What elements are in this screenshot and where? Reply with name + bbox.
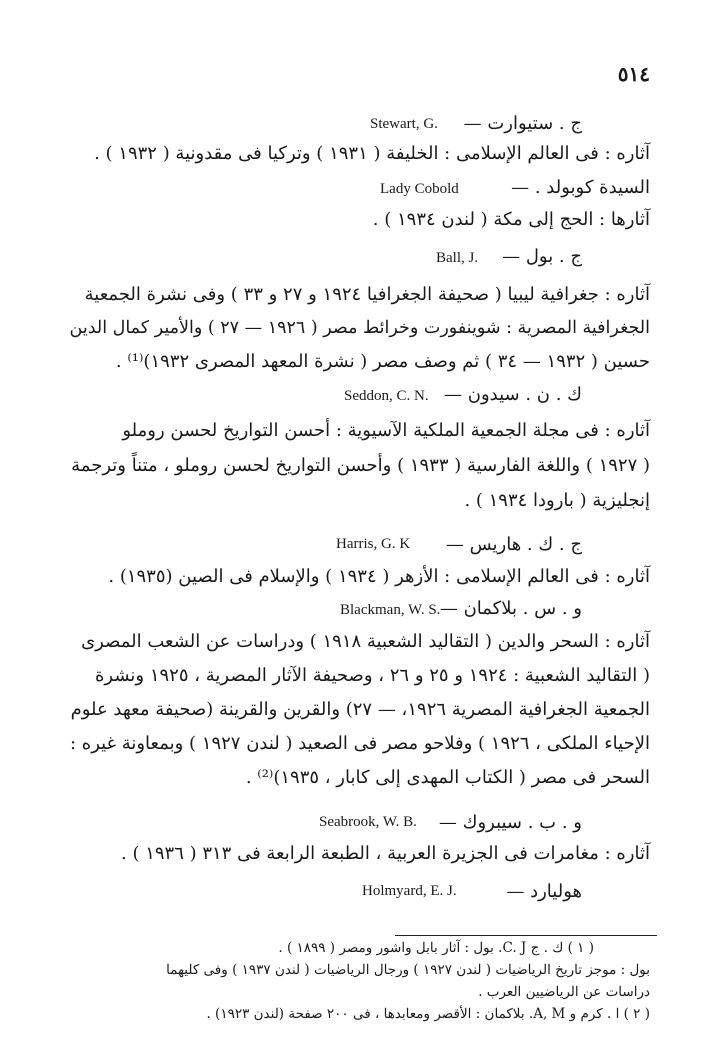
footnote-line: بول : موجز تاريخ الرياضيات ( لندن ١٩٢٧ ) ورجال الرياضيات ( لندن ١٩٣٧ ) وفى كليهما [166, 962, 650, 978]
entry-heading-latin: Seabrook, W. B. [319, 814, 417, 830]
entry-heading-arabic: و . ب . سيبروك — [438, 812, 582, 833]
entry-text-line: الإحياء الملكى ، ١٩٢٦ ) وفلاحو مصر فى الصعيد ( لندن ١٩٢٧ ) وبمعاونة غيره : [69, 733, 650, 754]
entry-text-line: الجمعية الجغرافية المصرية ١٩٢٦، — ٢٧) والقرين والقرينة (صحيفة معهد علوم [70, 699, 650, 720]
entry-text-line: آثاره : فى العالم الإسلامى : الخليفة ( ١٩٣١ ) وتركيا فى مقدونية ( ١٩٣٢ ) . [94, 143, 650, 164]
entry-heading-arabic: ج . ستيوارت — [463, 113, 582, 134]
entry-heading-arabic: هوليارد — [506, 881, 582, 902]
entry-heading-latin: Ball, J. [436, 250, 479, 266]
entry-heading-latin: Blackman, W. S. [340, 602, 441, 618]
page-number: ٥١٤ [617, 62, 650, 86]
entry-heading-latin: Lady Cobold [380, 181, 459, 197]
entry-heading-latin: Stewart, G. [370, 116, 438, 132]
entry-text-line: إنجليزية ( بارودا ١٩٣٤ ) . [464, 490, 650, 511]
entry-heading-arabic: ج . بول — [502, 246, 582, 267]
entry-heading-latin: Seddon, C. N. [344, 388, 429, 404]
footnote-line: دراسات عن الرياضيين العرب . [478, 984, 650, 1000]
entry-heading-arabic: ك . ن . سيدون — [444, 384, 582, 405]
entry-text-line: السحر فى مصر ( الكتاب المهدى إلى كابار ، ١٩٣٥)⁽²⁾ . [245, 767, 650, 788]
entry-text-line: آثاره : فى مجلة الجمعية الملكية الآسيوية : أحسن التواريخ لحسن روملو [122, 420, 650, 441]
entry-text-line: ( التقاليد الشعبية : ١٩٢٤ و ٢٥ و ٢٦ ، وصحيفة الآثار المصرية ، ١٩٢٥ ونشرة [94, 665, 650, 686]
entry-heading-latin: Harris, G. K [336, 536, 411, 552]
entry-text-line: آثاره : فى العالم الإسلامى : الأزهر ( ١٩٣٤ ) والإسلام فى الصين (١٩٣٥) . [108, 566, 650, 587]
footnote-line: ( ٢ ) ا . كرم و A, M. بلاكمان : الأقصر ومعابدها ، فى ٢٠٠ صفحة (لندن ١٩٢٣) . [206, 1006, 650, 1022]
footnote-line: ( ١ ) ك . ج C. J. بول : آثار بابل واشور ومصر ( ١٨٩٩ ) . [278, 940, 594, 956]
entry-text-line: آثاره : السحر والدين ( التقاليد الشعبية ١٩١٨ ) ودراسات عن الشعب المصرى [81, 631, 650, 652]
entry-heading-arabic: ج . ك . هاريس — [445, 534, 582, 555]
entry-text-line: آثاره : جغرافية ليبيا ( صحيفة الجغرافيا ١٩٢٤ و ٢٧ و ٣٣ ) وفى نشرة الجمعية [84, 284, 650, 305]
entry-text-line: آثاره : مغامرات فى الجزيرة العربية ، الطبعة الرابعة فى ٣١٣ ( ١٩٣٦ ) . [121, 843, 650, 864]
entry-text-line: حسين ( ١٩٣٢ — ٣٤ ) ثم وصف مصر ( نشرة المعهد المصرى ١٩٣٢)⁽¹⁾ . [115, 351, 650, 372]
entry-text-line: آثارها : الحج إلى مكة ( لندن ١٩٣٤ ) . [372, 209, 650, 230]
entry-heading-arabic: و . س . بلاكمان — [439, 598, 582, 619]
entry-text-line: الجغرافية المصرية : شوينفورت وخرائط مصر ( ١٩٢٦ — ٢٧ ) والأمير كمال الدين [69, 318, 650, 338]
entry-heading-latin: Holmyard, E. J. [362, 883, 457, 899]
footnote-divider [395, 935, 657, 936]
entry-text-line: ( ١٩٢٧ ) واللغة الفارسية ( ١٩٣٣ ) وأحسن التواريخ لحسن روملو ، متناً وترجمة [71, 455, 650, 476]
entry-heading-arabic: السيدة كوبولد . — [511, 177, 650, 198]
